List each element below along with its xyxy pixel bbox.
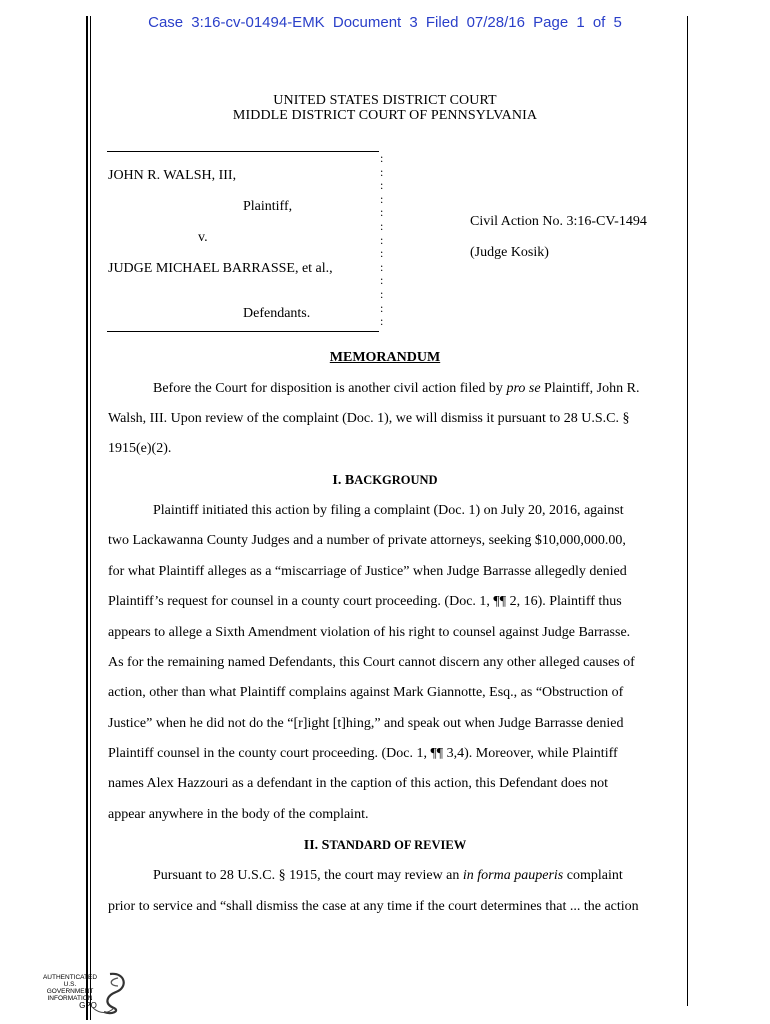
judge-name: (Judge Kosik): [470, 245, 549, 260]
caption-top-rule: [107, 151, 379, 152]
background-heading: I. BACKGROUND: [332, 473, 438, 488]
versus: v.: [198, 230, 208, 245]
case-header-stamp: Case 3:16-cv-01494-EMK Document 3 Filed 07/28/16 Page 1 of 5: [148, 14, 622, 31]
background-line: two Lackawanna County Judges and a number of private attorneys, seeking $10,000,000.00,: [108, 533, 626, 548]
background-line: appear anywhere in the body of the complaint.: [108, 807, 369, 822]
background-line: action, other than what Plaintiff complains against Mark Giannotte, Esq., as “Obstruction of: [108, 685, 624, 700]
caption-colon-column: : : : : : : : : : : : : :: [380, 151, 384, 329]
intro-line-3: 1915(e)(2).: [108, 441, 172, 456]
court-name-line2: MIDDLE DISTRICT COURT OF PENNSYLVANIA: [232, 108, 538, 123]
plaintiff-name: JOHN R. WALSH, III,: [108, 168, 237, 183]
defendant-name: JUDGE MICHAEL BARRASSE, et al.,: [108, 261, 333, 276]
background-line: for what Plaintiff alleges as a “miscarriage of Justice” when Judge Barrasse allegedly denied: [108, 564, 627, 579]
caption-bottom-rule: [107, 331, 379, 332]
seal-text-line: GPO: [79, 1001, 97, 1010]
background-line: Plaintiff counsel in the county court proceeding. (Doc. 1, ¶¶ 3,4). Moreover, while Plaintiff: [108, 746, 618, 761]
right-margin-rule: [687, 16, 688, 1006]
background-line: names Alex Hazzouri as a defendant in the caption of this action, this Defendant does not: [108, 776, 608, 791]
background-line: Plaintiff’s request for counsel in a county court proceeding. (Doc. 1, ¶¶ 2, 16). Plaintiff thus: [108, 594, 622, 609]
standard-line-1: Pursuant to 28 U.S.C. § 1915, the court may review an in forma pauperis complaint: [153, 868, 623, 883]
court-name-line1: UNITED STATES DISTRICT COURT: [273, 93, 497, 108]
background-line: As for the remaining named Defendants, this Court cannot discern any other alleged causes of: [108, 655, 635, 670]
left-margin-rule: [86, 16, 88, 1020]
civil-action-number: Civil Action No. 3:16-CV-1494: [470, 214, 647, 229]
defendant-role: Defendants.: [243, 306, 311, 321]
seal-text-line: INFORMATION: [47, 995, 93, 1002]
background-line: Plaintiff initiated this action by filing a complaint (Doc. 1) on July 20, 2016, against: [153, 503, 624, 518]
intro-line-2: Walsh, III. Upon review of the complaint (Doc. 1), we will dismiss it pursuant to 28 U.S.C. §: [108, 411, 630, 426]
background-line: Justice” when he did not do the “[r]ight [t]hing,” and speak out when Judge Barrasse denied: [108, 716, 624, 731]
plaintiff-role: Plaintiff,: [243, 199, 293, 214]
memorandum-title: MEMORANDUM: [329, 350, 441, 365]
left-margin-rule-inner: [90, 16, 91, 1020]
seal-text-line: U.S. GOVERNMENT: [46, 981, 94, 995]
background-line: appears to allege a Sixth Amendment violation of his right to counsel against Judge Barrasse.: [108, 625, 631, 640]
intro-line-1: Before the Court for disposition is another civil action filed by pro se Plaintiff, John R.: [153, 381, 640, 396]
seal-caption: [40, 974, 100, 1009]
standard-of-review-heading: II. STANDARD OF REVIEW: [303, 838, 467, 853]
seal-text-line: AUTHENTICATED: [42, 974, 98, 981]
standard-line-2: prior to service and “shall dismiss the case at any time if the court determines that ... the action: [108, 899, 639, 914]
